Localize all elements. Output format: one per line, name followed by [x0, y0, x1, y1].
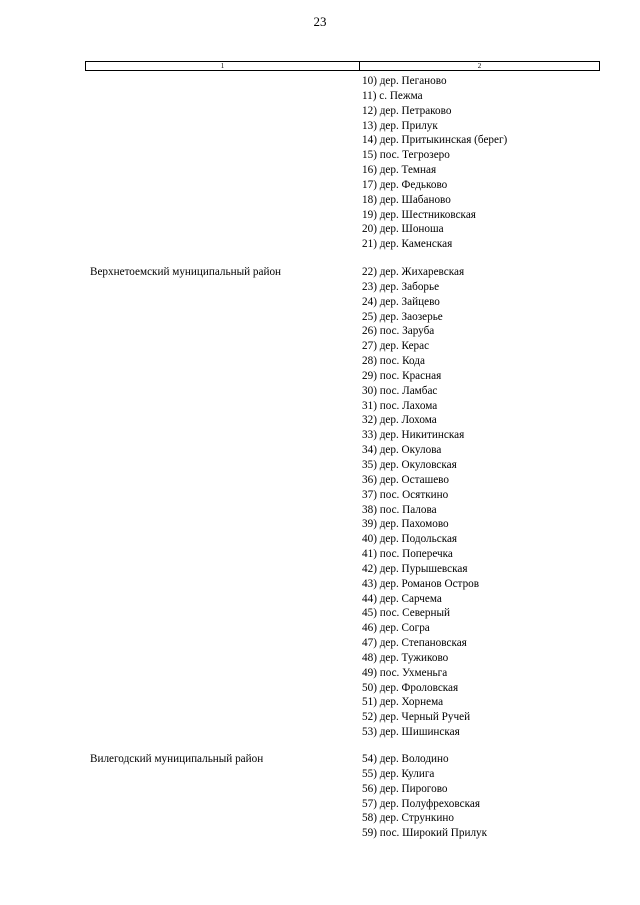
settlement-item: 55) дер. Кулига — [362, 767, 435, 780]
settlement-item: 16) дер. Темная — [362, 164, 437, 177]
settlement-item: 56) дер. Пирогово — [362, 782, 448, 795]
settlement-item: 10) дер. Пеганово — [362, 75, 447, 87]
settlement-item: 53) дер. Шишинская — [362, 726, 460, 739]
settlement-item: 57) дер. Полуфреховская — [362, 797, 480, 810]
settlement-item: 42) дер. Пурышевская — [362, 562, 468, 575]
settlement-item: 59) пос. Широкий Прилук — [362, 827, 488, 840]
settlement-item: 29) пос. Красная — [362, 369, 442, 382]
settlement-item: 32) дер. Лохома — [362, 414, 437, 427]
settlement-item: 49) пос. Ухменьга — [362, 666, 448, 679]
settlement-item: 28) пос. Кода — [362, 355, 425, 368]
settlement-item: 19) дер. Шестниковская — [362, 208, 476, 221]
settlement-item: 36) дер. Осташево — [362, 473, 449, 486]
settlement-item: 37) пос. Осяткино — [362, 488, 449, 501]
settlement-list — [362, 752, 487, 841]
settlement-item: 46) дер. Согра — [362, 622, 430, 635]
settlement-item: 38) пос. Палова — [362, 503, 437, 516]
settlement-item: 14) дер. Притыкинская (берег) — [362, 134, 508, 147]
settlement-item: 45) пос. Северный — [362, 607, 450, 620]
settlement-list — [362, 265, 479, 740]
settlement-item: 31) пос. Лахома — [362, 399, 438, 412]
settlement-item: 13) дер. Прилук — [362, 119, 438, 132]
settlement-item: 48) дер. Тужиково — [362, 651, 449, 664]
settlement-list — [362, 74, 507, 252]
settlement-item: 52) дер. Черный Ручей — [362, 711, 471, 724]
settlement-item: 34) дер. Окулова — [362, 444, 442, 457]
settlement-item: 20) дер. Шоноша — [362, 223, 444, 236]
settlement-item: 25) дер. Заозерье — [362, 310, 443, 323]
settlement-item: 30) пос. Ламбас — [362, 384, 438, 397]
settlement-item: 47) дер. Степановская — [362, 637, 467, 650]
settlement-item: 17) дер. Федьково — [362, 178, 448, 191]
district-name: Верхнетоемский муниципальный район — [90, 266, 282, 278]
settlement-item: 51) дер. Хорнема — [362, 696, 444, 709]
settlement-item: 33) дер. Никитинская — [362, 429, 465, 442]
settlement-item: 26) пос. Заруба — [362, 325, 435, 338]
settlement-item: 21) дер. Каменская — [362, 238, 453, 251]
settlement-item: 43) дер. Романов Остров — [362, 577, 480, 590]
settlement-item: 23) дер. Заборье — [362, 280, 440, 293]
district-name: Вилегодский муниципальный район — [90, 753, 264, 765]
settlement-item: 27) дер. Керас — [362, 340, 430, 353]
settlement-item: 54) дер. Володино — [362, 753, 449, 765]
settlement-item: 15) пос. Тегрозеро — [362, 149, 450, 162]
settlement-item: 40) дер. Подольская — [362, 533, 458, 546]
settlement-item: 41) пос. Поперечка — [362, 548, 453, 561]
settlement-item: 44) дер. Сарчема — [362, 592, 442, 605]
settlement-item: 39) дер. Пахомово — [362, 518, 449, 531]
column-2-number: 2 — [477, 62, 482, 70]
column-1-number: 1 — [86, 62, 360, 70]
settlement-item: 22) дер. Жихаревская — [362, 266, 465, 278]
table-column-header — [85, 61, 600, 71]
settlement-item: 18) дер. Шабаново — [362, 193, 451, 206]
settlement-item: 24) дер. Зайцево — [362, 295, 440, 308]
settlement-item: 35) дер. Окуловская — [362, 458, 457, 471]
settlement-item: 11) с. Пежма — [362, 89, 423, 102]
settlement-item: 50) дер. Фроловская — [362, 681, 459, 694]
settlement-item: 58) дер. Стрункино — [362, 812, 454, 825]
settlement-item: 12) дер. Петраково — [362, 104, 452, 117]
page-number: 23 — [313, 14, 327, 29]
